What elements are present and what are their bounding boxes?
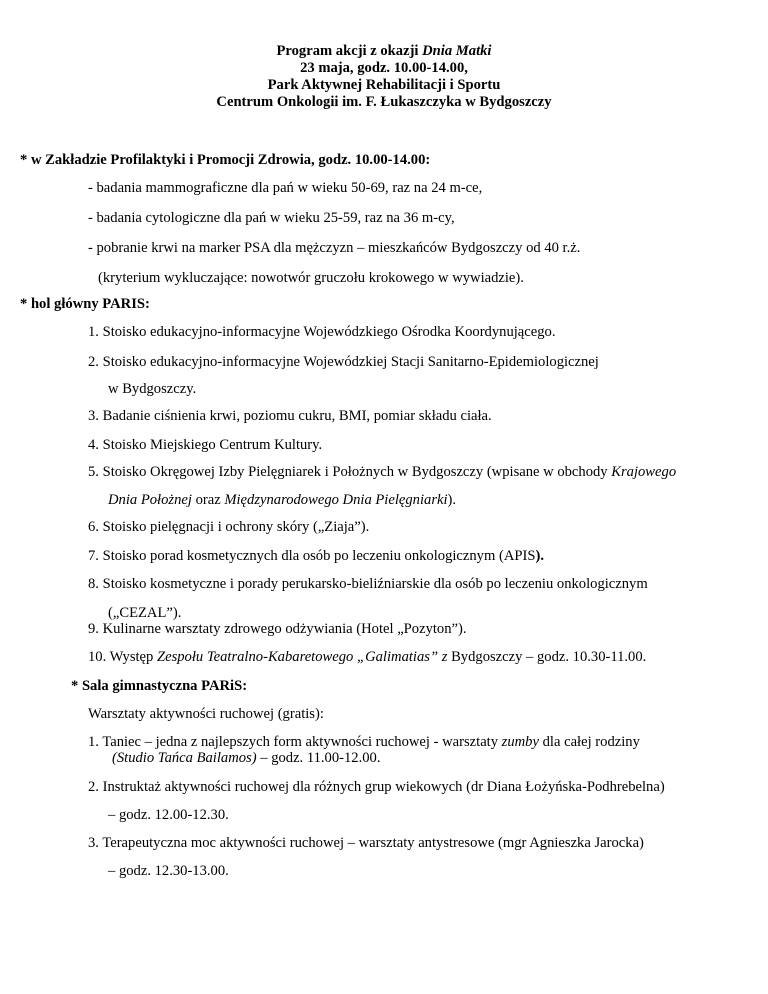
section3-item-2-cont: – godz. 12.00-12.30. [108,807,229,823]
title-line-1: Program akcji z okazji Dnia Matki [276,43,492,59]
section2-item-2-cont: w Bydgoszczy. [108,381,197,397]
section2-item-10: 10. Występ Zespołu Teatralno-Kabaretowego „Galimatias” z Bydgoszczy – godz. 10.30-11.00. [88,649,647,665]
section2-item-2: 2. Stoisko edukacyjno-informacyjne Wojewódzkiej Stacji Sanitarno-Epidemiologicznej [88,354,599,370]
section1-item: - pobranie krwi na marker PSA dla mężczyzn – mieszkańców Bydgoszczy od 40 r.ż. [88,240,581,256]
section1-item: - badania mammograficzne dla pań w wieku 50-69, raz na 24 m-ce, [88,180,483,196]
title-italic: Dnia Matki [422,43,492,59]
section2-item-8: 8. Stoisko kosmetyczne i porady perukarsko-bieliźniarskie dla osób po leczeniu onkologicznym [88,576,648,592]
section3-item-1-cont: (Studio Tańca Bailamos) – godz. 11.00-12.00. [112,750,381,766]
section1-item: - badania cytologiczne dla pań w wieku 25-59, raz na 36 m-cy, [88,210,455,226]
title-line-2: 23 maja, godz. 10.00-14.00, [300,60,468,76]
section2-heading: * hol główny PARIS: [20,296,150,312]
section2-item-8-cont: („CEZAL”). [108,605,182,621]
title-line-3: Park Aktywnej Rehabilitacji i Sportu [267,77,501,93]
section2-item-3: 3. Badanie ciśnienia krwi, poziomu cukru, BMI, pomiar składu ciała. [88,408,492,424]
section3-intro: Warsztaty aktywności ruchowej (gratis): [88,706,324,722]
section2-item-4: 4. Stoisko Miejskiego Centrum Kultury. [88,437,323,453]
section2-item-7: 7. Stoisko porad kosmetycznych dla osób po leczeniu onkologicznym (APIS). [88,548,544,564]
section3-item-2: 2. Instruktaż aktywności ruchowej dla różnych grup wiekowych (dr Diana Łożyńska-Podhrebelna) [88,779,665,795]
section2-item-5-cont: Dnia Położnej oraz Międzynarodowego Dnia Pielęgniarki). [108,492,457,508]
section2-item-9: 9. Kulinarne warsztaty zdrowego odżywiania (Hotel „Pozyton”). [88,621,467,637]
section3-item-3: 3. Terapeutyczna moc aktywności ruchowej – warsztaty antystresowe (mgr Agnieszka Jarocka) [88,835,644,851]
section1-note: (kryterium wykluczające: nowotwór gruczołu krokowego w wywiadzie). [98,270,524,286]
section3-heading: * Sala gimnastyczna PARiS: [71,678,248,694]
section2-item-1: 1. Stoisko edukacyjno-informacyjne Wojewódzkiego Ośrodka Koordynującego. [88,324,556,340]
section2-item-6: 6. Stoisko pielęgnacji i ochrony skóry („Ziaja”). [88,519,370,535]
section2-item-5: 5. Stoisko Okręgowej Izby Pielęgniarek i Położnych w Bydgoszczy (wpisane w obchody Krajowego [88,464,677,480]
title-line-4: Centrum Onkologii im. F. Łukaszczyka w Bydgoszczy [216,94,552,110]
section3-item-1: 1. Taniec – jedna z najlepszych form aktywności ruchowej - warsztaty zumby dla całej rodziny [88,734,640,750]
section1-heading: * w Zakładzie Profilaktyki i Promocji Zdrowia, godz. 10.00-14.00: [20,152,431,168]
section3-item-3-cont: – godz. 12.30-13.00. [108,863,229,879]
